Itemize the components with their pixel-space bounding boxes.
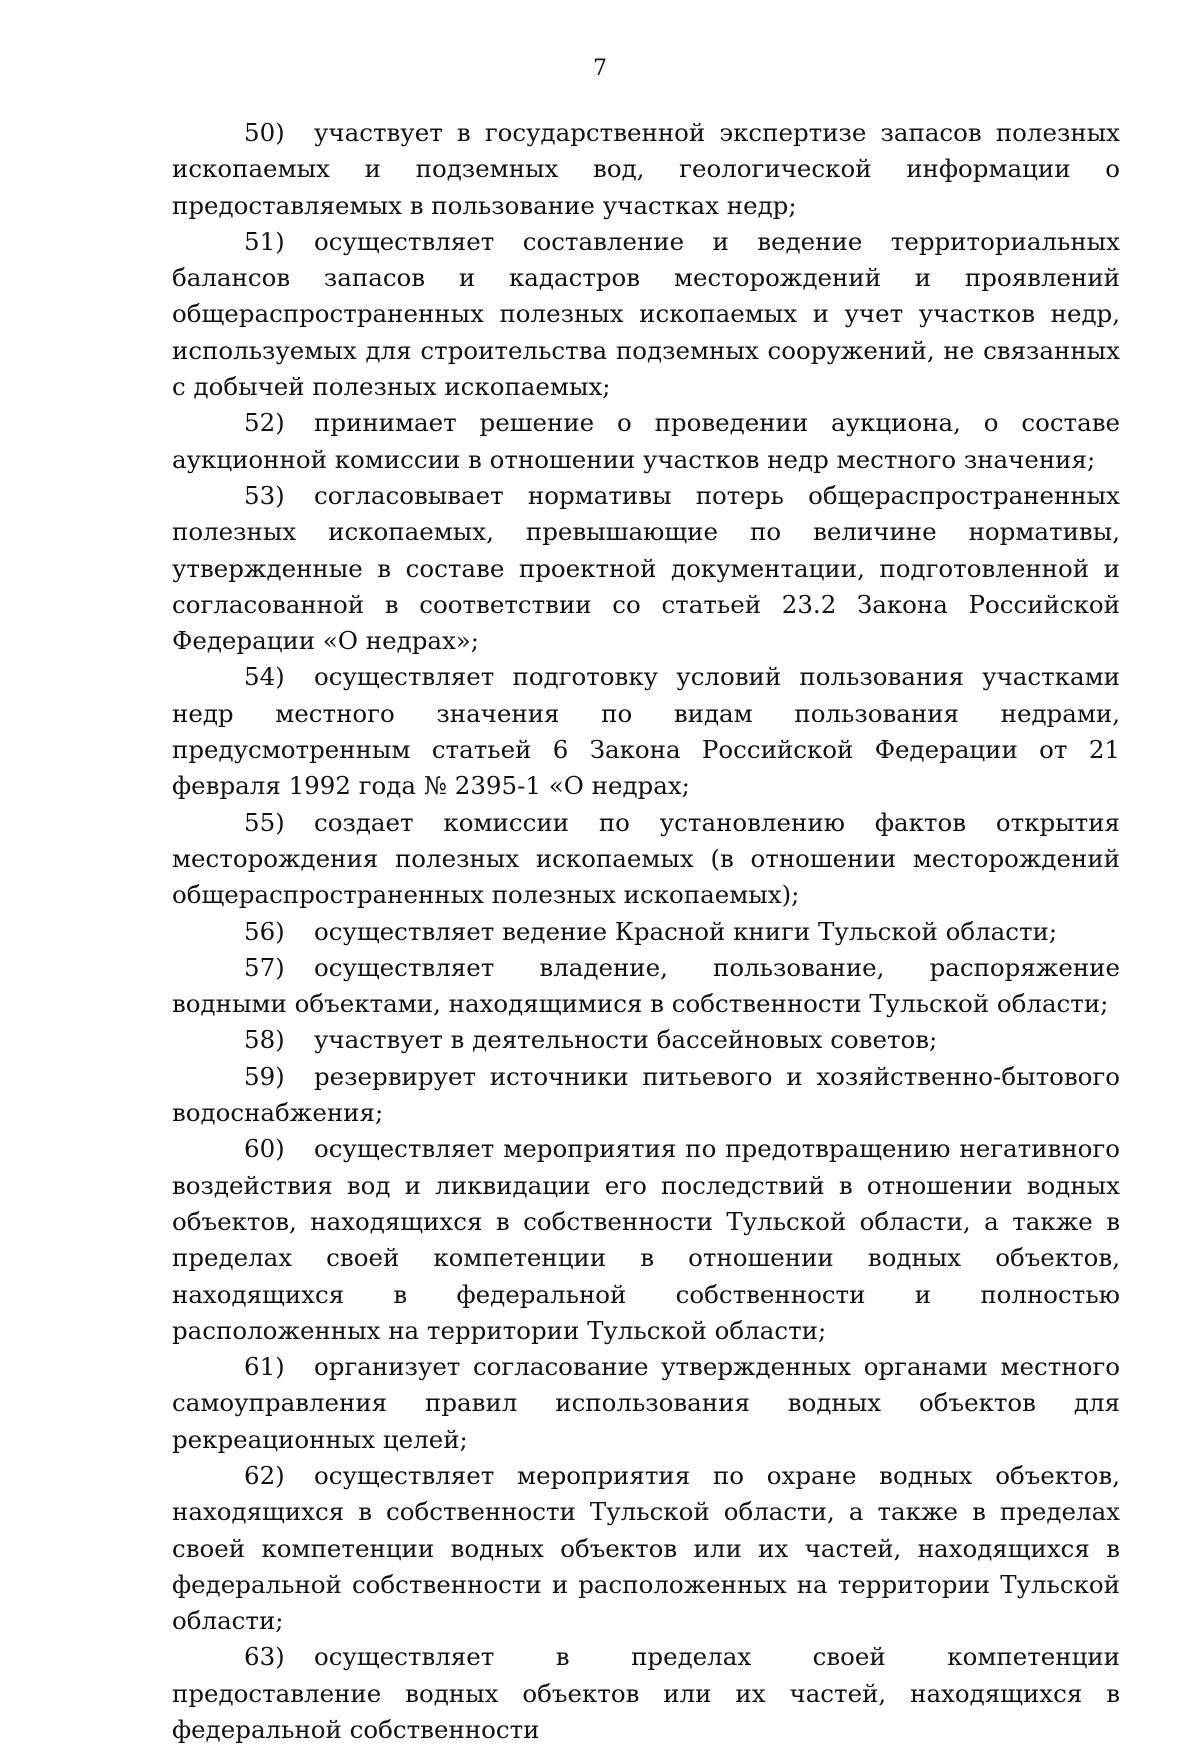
item-number: 60) [244, 1134, 285, 1164]
item-text: участвует в государственной экспертизе запасов полезных ископаемых и подземных вод, геологической информации о предоставляемых в пользование участках недр; [172, 118, 1120, 220]
list-item [172, 950, 1120, 1023]
list-item [172, 805, 1120, 914]
item-number: 53) [244, 480, 285, 510]
list-item [172, 1022, 1120, 1058]
item-text: осуществляет владение, пользование, распоряжение водными объектами, находящимися в собственности Тульской области; [172, 952, 1120, 1019]
item-text: осуществляет ведение Красной книги Тульской области; [314, 916, 1058, 946]
item-number: 54) [244, 662, 285, 692]
list-item [172, 659, 1120, 804]
item-text: организует согласование утвержденных органами местного самоуправления правил использования водных объектов для рекреационных целей; [172, 1352, 1120, 1454]
list-item [172, 115, 1120, 224]
list-item [172, 1059, 1120, 1132]
item-text: резервирует источники питьевого и хозяйственно-бытового водоснабжения; [172, 1061, 1120, 1128]
item-number: 52) [244, 408, 285, 438]
item-number: 58) [244, 1025, 285, 1055]
document-body [172, 115, 1120, 1748]
item-number: 59) [244, 1061, 285, 1091]
page-number: 7 [593, 56, 607, 81]
item-text: осуществляет составление и ведение территориальных балансов запасов и кадастров месторождений и проявлений общераспространенных полезных ископаемых и учет участков недр, используемых для строительства подземных сооружений, не связанных с добычей полезных ископаемых; [172, 226, 1120, 402]
item-text: принимает решение о проведении аукциона, о составе аукционной комиссии в отношении участков недр местного значения; [172, 408, 1120, 474]
list-item [172, 1131, 1120, 1349]
item-text: осуществляет в пределах своей компетенции предоставление водных объектов или их частей, находящихся в федеральной собственности [172, 1642, 1120, 1745]
item-number: 56) [244, 916, 285, 946]
list-item [172, 1349, 1120, 1458]
item-number: 61) [244, 1352, 285, 1382]
item-number: 57) [244, 952, 285, 982]
item-number: 62) [244, 1460, 285, 1490]
item-number: 50) [244, 118, 285, 147]
list-item [172, 1639, 1120, 1748]
list-item [172, 405, 1120, 478]
item-text: осуществляет мероприятия по предотвращению негативного воздействия вод и ликвидации его последствий в отношении водных объектов, находящихся в собственности Тульской области, а также в пределах своей компетенции в отношении водных объектов, находящихся в федеральной собственности и полностью расположенных на территории Тульской области; [172, 1134, 1120, 1345]
item-number: 51) [244, 226, 285, 256]
item-text: участвует в деятельности бассейновых советов; [314, 1025, 938, 1055]
list-item [172, 1458, 1120, 1639]
item-number: 55) [244, 807, 285, 837]
list-item [172, 914, 1120, 950]
item-text: осуществляет подготовку условий пользования участками недр местного значения по видам пользования недрами, предусмотренным статьей 6 Закона Российской Федерации от 21 февраля 1992 года № 2395-1 «О недрах; [172, 662, 1120, 801]
list-item [172, 478, 1120, 659]
item-text: согласовывает нормативы потерь общераспространенных полезных ископаемых, превышающие по величине нормативы, утвержденные в составе проектной документации, подготовленной и согласованной в соответствии со статьей 23.2 Закона Российской Федерации «О недрах»; [172, 480, 1120, 656]
item-text: осуществляет мероприятия по охране водных объектов, находящихся в собственности Тульской области, а также в пределах своей компетенции водных объектов или их частей, находящихся в федеральной собственности и расположенных на территории Тульской области; [172, 1460, 1120, 1636]
item-number: 63) [244, 1642, 285, 1672]
item-text: создает комиссии по установлению фактов открытия месторождения полезных ископаемых (в отношении месторождений общераспространенных полезных ископаемых); [172, 807, 1120, 910]
list-item [172, 224, 1120, 405]
